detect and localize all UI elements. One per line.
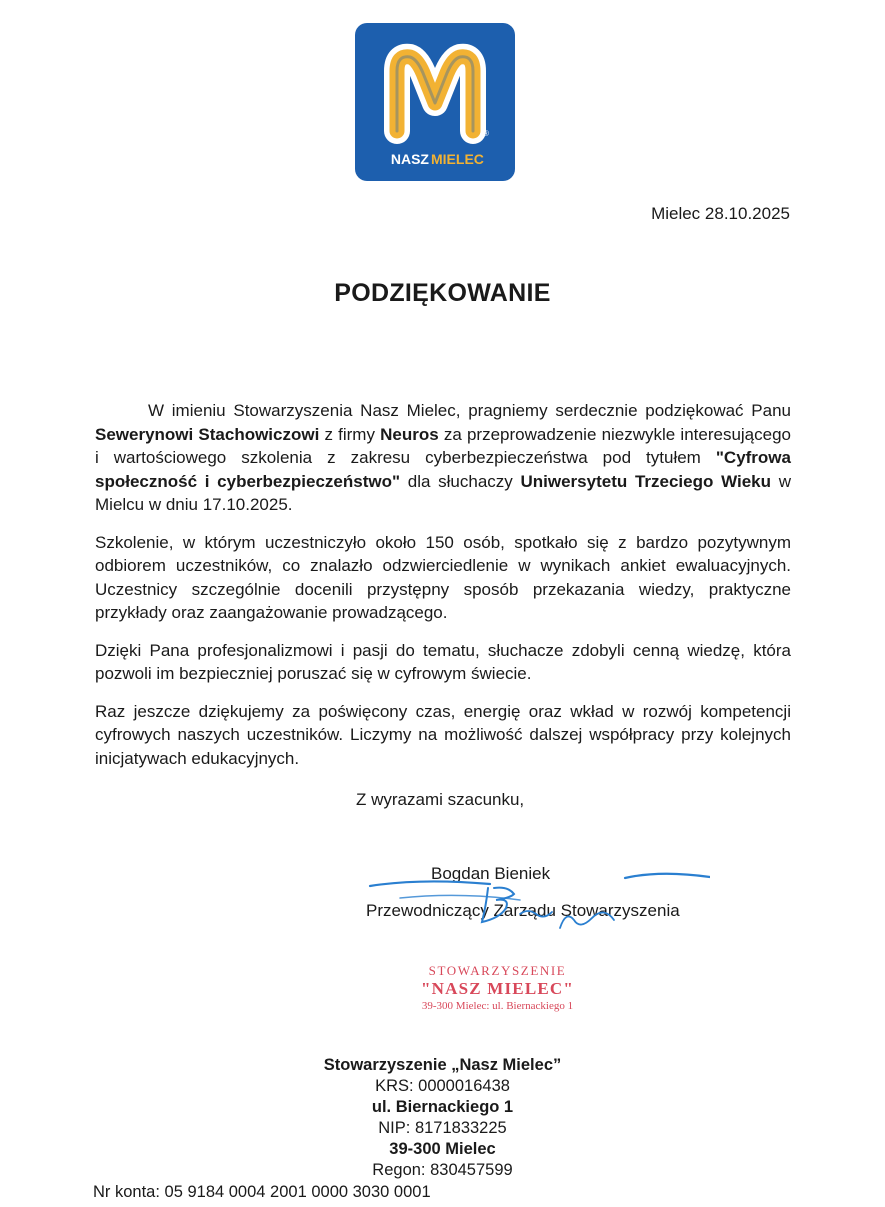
letter-body [95,399,791,784]
paragraph-2: Szkolenie, w którym uczestniczyło około 150 osób, spotkało się z bardzo pozytywnym odbiorem uczestników, co znalazło odzwierciedlenie w wynikach ankiet ewaluacyjnych. Uczestnicy szczególnie docenili przystępny sposób przekazania wiedzy, praktyczne przykłady oraz zaangażowanie prowadzącego. [95,532,791,622]
registered-mark: ® [483,129,489,138]
stamp-line-1: STOWARZYSZENIE [428,963,567,978]
logo-text-mielec: MIELEC [431,151,484,167]
footer-krs: KRS: 0000016438 [375,1077,510,1095]
letter-date: Mielec 28.10.2025 [651,204,790,223]
paragraph-1: W imieniu Stowarzyszenia Nasz Mielec, pragniemy serdecznie podziękować Panu Sewerynowi Stachowiczowi z firmy Neuros za przeprowadzenie niezwykle interesującego i wartościowego szkolenia z zakresu cyberbezpieczeństwa pod tytułem "Cyfrowa społeczność i cyberbezpieczeństwo" dla słuchaczy Uniwersytetu Trzeciego Wieku w Mielcu w dniu 17.10.2025. [95,401,792,514]
footer-street: ul. Biernackiego 1 [371,1098,514,1116]
stamp-line-2: "NASZ MIELEC" [420,979,575,998]
bank-account: Nr konta: 05 9184 0004 2001 0000 3030 0001 [93,1183,431,1201]
logo-text-nasz: NASZ [390,151,429,167]
paragraph-4: Raz jeszcze dziękujemy za poświęcony czas, energię oraz wkład w rozwój kompetencji cyfrowych naszych uczestników. Liczymy na możliwość dalszej współpracy przy kolejnych inicjatywach edukacyjnych. [95,701,791,768]
letter-heading: PODZIĘKOWANIE [334,279,551,307]
university-name: Uniwersytetu Trzeciego Wieku [520,471,772,491]
footer-nip: NIP: 8171833225 [378,1119,507,1137]
signer-role: Przewodniczący Zarządu Stowarzyszenia [366,901,680,920]
stamp-line-3: 39-300 Mielec: ul. Biernackiego 1 [421,1000,574,1012]
footer-city: 39-300 Mielec [389,1140,496,1158]
footer-org-name: Stowarzyszenie „Nasz Mielec” [323,1056,562,1074]
logo-graphic [355,23,515,181]
organization-footer [250,1055,635,1181]
nasz-mielec-logo [355,23,515,181]
training-title: "Cyfrowa społeczność i cyberbezpieczeństwo" [95,448,791,491]
organization-stamp [410,963,585,1013]
signer-name: Bogdan Bieniek [431,864,551,883]
closing-salutation: Z wyrazami szacunku, [356,790,525,809]
company-name: Neuros [380,424,439,444]
paragraph-3: Dzięki Pana profesjonalizmowi i pasji do tematu, słuchacze zdobyli cenną wiedzę, która pozwoli im bezpieczniej poruszać się w cyfrowym świecie. [95,640,791,683]
trainer-name: Sewerynowi Stachowiczowi [95,424,320,444]
footer-regon: Regon: 830457599 [372,1161,513,1179]
